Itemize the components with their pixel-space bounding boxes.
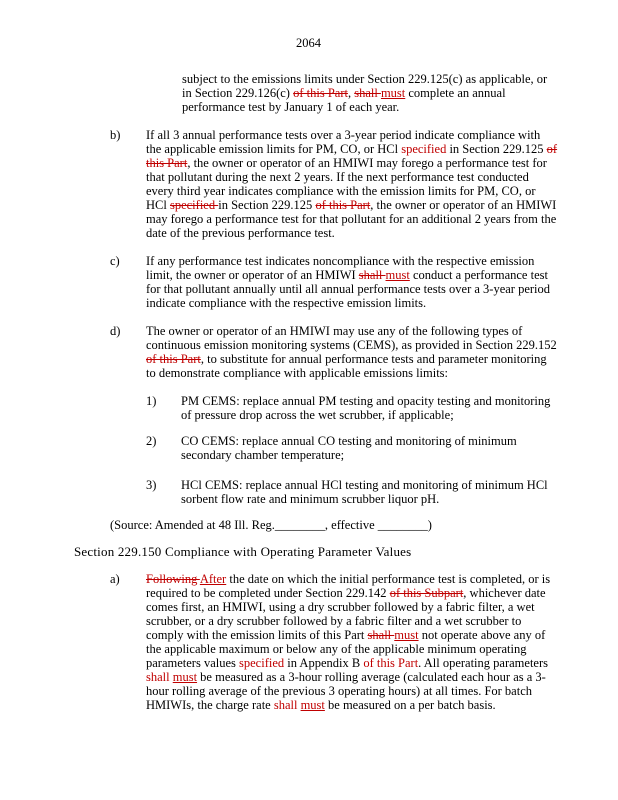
inserted-text: must	[385, 268, 410, 282]
text-line	[146, 628, 545, 642]
deleted-text: specified	[169, 198, 219, 212]
text-line	[146, 226, 335, 240]
deleted-text: of	[546, 142, 558, 156]
text-run: HMIWIs, the charge rate	[146, 698, 274, 712]
text-run: comply with the emission limits of this Part	[146, 628, 368, 642]
item-a-label: a)	[110, 572, 120, 586]
text-run: in Section 229.125	[446, 142, 547, 156]
text-run: may forego a performance test for that pollutant for an additional 2 years from the	[146, 212, 557, 226]
text-run: comes first, an HMIWI, using a dry scrubber followed by a fabric filter, a wet	[146, 600, 535, 614]
text-run: secondary chamber temperature;	[181, 448, 345, 462]
item-c-label: c)	[110, 254, 120, 268]
text-line	[181, 448, 344, 462]
subitem-2-label: 2)	[146, 434, 157, 448]
section-heading: Section 229.150 Compliance with Operating Parameter Values	[74, 544, 412, 559]
deleted-text: Following	[146, 572, 200, 586]
source-note: (Source: Amended at 48 Ill. Reg.________, effective ________)	[110, 518, 432, 532]
text-line	[146, 642, 526, 656]
deleted-text: of this Part	[315, 198, 371, 212]
text-run: required to be completed under Section 229.142	[146, 586, 390, 600]
text-run: in Section 229.126(c)	[182, 86, 294, 100]
text-run: for that pollutant annually until all annual performance tests over a 3-year period	[146, 282, 551, 296]
inserted-text: must	[300, 698, 325, 712]
text-run: , to substitute for annual performance tests and parameter monitoring	[200, 352, 547, 366]
text-run: the date on which the initial performance test is completed, or is	[226, 572, 551, 586]
inserted-text: must	[394, 628, 419, 642]
text-run: CO CEMS: replace annual CO testing and monitoring of minimum	[181, 434, 517, 448]
text-run: in Appendix B	[284, 656, 364, 670]
text-run: If any performance test indicates noncompliance with the respective emission	[146, 254, 535, 268]
text-line	[182, 100, 399, 114]
text-run: not operate above any of	[418, 628, 546, 642]
text-run: PM CEMS: replace annual PM testing and opacity testing and monitoring	[181, 394, 551, 408]
text-line	[181, 408, 454, 422]
page-number: 2064	[296, 36, 321, 50]
text-line	[146, 156, 547, 170]
text-run: HCl	[146, 198, 170, 212]
deleted-text: of this Part	[146, 352, 201, 366]
text-line	[146, 324, 522, 338]
text-run: parameters values	[146, 656, 240, 670]
item-b-label: b)	[110, 128, 121, 142]
text-run: complete an annual	[405, 86, 506, 100]
inserted-text: must	[172, 670, 198, 684]
text-run: performance test by January 1 of each year.	[182, 100, 400, 114]
text-line	[146, 366, 448, 380]
text-run: date of the previous performance test.	[146, 226, 335, 240]
text-line	[182, 86, 506, 100]
text-line	[146, 268, 548, 282]
text-run: the applicable emission limits for PM, CO, or HCl	[146, 142, 402, 156]
inserted-text: specified	[239, 656, 285, 670]
text-line	[181, 478, 548, 492]
text-run: be measured on a per batch basis.	[324, 698, 496, 712]
text-line	[146, 142, 557, 156]
text-line	[146, 184, 536, 198]
text-line	[146, 670, 546, 684]
text-run: scrubber, or a dry scrubber followed by a fabric filter and a wet scrubber to	[146, 614, 522, 628]
text-line	[146, 352, 547, 366]
text-run: be measured as a 3-hour rolling average (calculated each hour as a 3-	[197, 670, 546, 684]
inserted-text: shall	[146, 670, 173, 684]
text-run: The owner or operator of an HMIWI may use any of the following types of	[146, 324, 523, 338]
text-run: HCl CEMS: replace annual HCl testing and monitoring of minimum HCl	[181, 478, 548, 492]
inserted-text: shall	[273, 698, 301, 712]
text-run: continuous emission monitoring systems (CEMS), as provided in Section 229.152	[146, 338, 557, 352]
text-line	[146, 170, 529, 184]
text-run: If all 3 annual performance tests over a 3-year period indicate compliance with	[146, 128, 541, 142]
text-line	[146, 212, 556, 226]
text-run: the applicable maximum or below any of the applicable minimum operating	[146, 642, 527, 656]
text-line	[146, 656, 548, 670]
text-run: in Section 229.125	[218, 198, 316, 212]
text-line	[146, 254, 534, 268]
text-run: sorbent flow rate and minimum scrubber liquor pH.	[181, 492, 440, 506]
text-run: , the owner or operator of an HMIWI may forego a performance test for	[187, 156, 547, 170]
text-line	[181, 492, 439, 506]
deleted-text: of this Part	[293, 86, 348, 100]
subitem-3-label: 3)	[146, 478, 157, 492]
deleted-text: of this Subpart	[389, 586, 464, 600]
text-run: indicate compliance with the respective emission limits.	[146, 296, 427, 310]
text-run: limit, the owner or operator of an HMIWI	[146, 268, 359, 282]
text-line	[146, 614, 521, 628]
text-run: , whichever date	[463, 586, 546, 600]
text-run: of pressure drop across the wet scrubber, if applicable;	[181, 408, 454, 422]
text-run: conduct a performance test	[409, 268, 548, 282]
text-run: , the owner or operator of an HMIWI	[370, 198, 557, 212]
text-line	[182, 72, 547, 86]
text-run: that pollutant during the next 2 years. If the next performance test conducted	[146, 170, 529, 184]
text-run: ,	[347, 86, 355, 100]
inserted-text: of this Part	[363, 656, 419, 670]
text-line	[146, 198, 556, 212]
subitem-1-label: 1)	[146, 394, 157, 408]
item-d-label: d)	[110, 324, 121, 338]
deleted-text: shall	[354, 86, 381, 100]
inserted-text: After	[199, 572, 227, 586]
text-run: . All operating parameters	[418, 656, 548, 670]
text-run: hour rolling average of the previous 3 operating hours) at all times. For batch	[146, 684, 533, 698]
text-line	[146, 296, 426, 310]
text-line	[146, 586, 546, 600]
inserted-text: specified	[401, 142, 447, 156]
text-line	[146, 572, 550, 586]
text-line	[146, 338, 557, 352]
text-line	[146, 698, 496, 712]
text-run: subject to the emissions limits under Section 229.125(c) as applicable, or	[182, 72, 548, 86]
deleted-text: this Part	[146, 156, 188, 170]
text-line	[146, 282, 550, 296]
text-line	[146, 600, 535, 614]
inserted-text: must	[380, 86, 406, 100]
text-line	[181, 394, 550, 408]
deleted-text: shall	[367, 628, 395, 642]
text-line	[146, 684, 532, 698]
text-run: to demonstrate compliance with applicable emissions limits:	[146, 366, 449, 380]
text-line	[146, 128, 540, 142]
text-line	[181, 434, 517, 448]
text-run: every third year indicates compliance with the emission limits for PM, CO, or	[146, 184, 536, 198]
deleted-text: shall	[358, 268, 386, 282]
